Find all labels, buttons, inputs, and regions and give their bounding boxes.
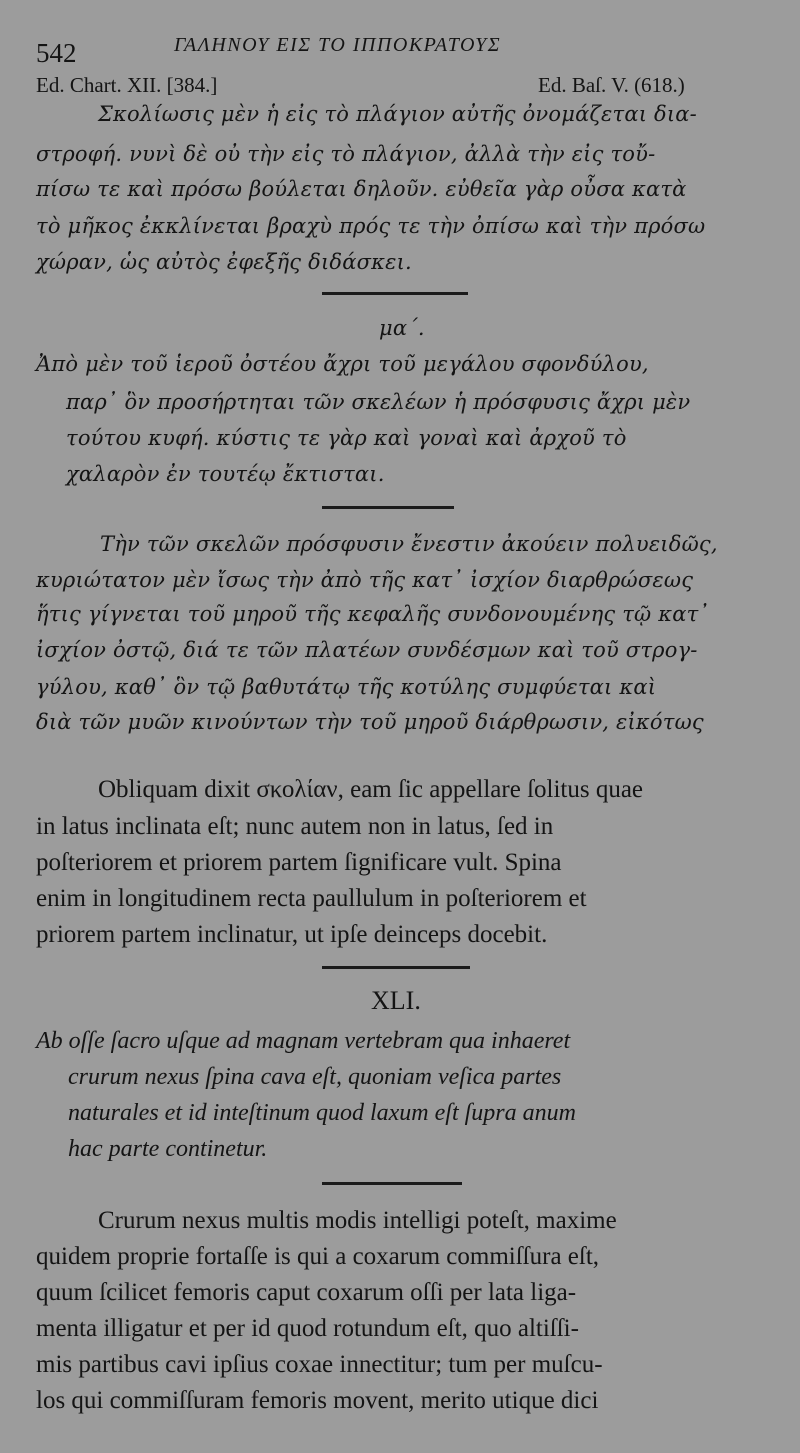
latin-commentary-line: quum ſcilicet femoris caput coxarum oſſi per lata liga- [36,1279,577,1306]
running-title: ΓΑΛΗΝΟΥ ΕΙΣ ΤΟ ΙΠΠΟΚΡΑΤΟΥΣ [174,34,502,56]
greek-aphorism-line: παρ᾽ ὃν προσήρτηται τῶν σκελέων ἡ πρόσφυσις ἄχρι μὲν [66,390,691,414]
greek-commentary-line: διὰ τῶν μυῶν κινούντων τὴν τοῦ μηροῦ διάρθρωσιν, εἰκότως [36,710,704,734]
latin-commentary-line: in latus inclinata eſt; nunc autem non in latus, ſed in [36,813,554,840]
latin-commentary-line: mis partibus cavi ipſius coxae innectitur; tum per muſcu- [36,1351,603,1378]
latin-aphorism-line: hac parte continetur. [68,1136,268,1162]
section-divider [322,292,468,295]
greek-commentary-line: γύλου, καθ᾽ ὃν τῷ βαθυτάτῳ τῆς κοτύλης συμφύεται καὶ [36,675,657,699]
latin-commentary-line: quidem proprie fortaſſe is qui a coxarum commiſſura eſt, [36,1243,600,1270]
section-divider [322,506,454,509]
greek-commentary-line: τὸ μῆκος ἐκκλίνεται βραχὺ πρός τε τὴν ὀπίσω καὶ τὴν πρόσω [36,214,706,238]
section-divider [322,1182,462,1185]
latin-commentary-line: Obliquam dixit σκολίαν, eam ſic appellare ſolitus quae [98,776,644,803]
edition-left: Ed. Chart. XII. [384.] [36,73,218,97]
greek-commentary-line: Τὴν τῶν σκελῶν πρόσφυσιν ἔνεστιν ἀκούειν πολυειδῶς, [100,532,718,556]
greek-aphorism-line: τούτου κυφή. κύστις τε γὰρ καὶ γοναὶ καὶ ἀρχοῦ τὸ [66,426,627,450]
page-number: 542 [36,38,77,68]
greek-aphorism-line: Ἀπὸ μὲν τοῦ ἱεροῦ ὀστέου ἄχρι τοῦ μεγάλου σφονδύλου, [36,352,649,376]
greek-section-number: μα΄. [379,316,425,340]
edition-right: Ed. Baſ. V. (618.) [538,73,685,97]
greek-commentary-line: χώραν, ὡς αὐτὸς ἐφεξῆς διδάσκει. [36,250,412,274]
greek-aphorism-line: χαλαρὸν ἐν τουτέῳ ἔκτισται. [66,462,385,486]
latin-commentary-line: enim in longitudinem recta paullulum in poſteriorem et [36,885,587,912]
latin-commentary-line: Crurum nexus multis modis intelligi poteſt, maxime [98,1207,617,1234]
latin-section-number: XLI. [371,986,421,1015]
greek-commentary-line: ἥτις γίγνεται τοῦ μηροῦ τῆς κεφαλῆς συνδονουμένης τῷ κατ᾽ [36,602,710,626]
latin-commentary-line: priorem partem inclinatur, ut ipſe deinceps docebit. [36,921,548,948]
latin-aphorism-line: naturales et id inteſtinum quod laxum eſt ſupra anum [68,1100,576,1126]
greek-commentary-line: ἰσχίον ὀστῷ, διά τε τῶν πλατέων συνδέσμων καὶ τοῦ στρογ- [36,638,698,662]
latin-aphorism-line: crurum nexus ſpina cava eſt, quoniam veſica partes [68,1064,562,1090]
latin-aphorism-line: Ab oſſe ſacro uſque ad magnam vertebram qua inhaeret [36,1028,571,1054]
latin-commentary-line: menta illigatur et per id quod rotundum eſt, quo altiſſi- [36,1315,579,1342]
section-divider [322,966,470,969]
greek-commentary-line: πίσω τε καὶ πρόσω βούλεται δηλοῦν. εὐθεῖα γὰρ οὖσα κατὰ [36,177,687,201]
greek-commentary-line: στροφή. νυνὶ δὲ οὐ τὴν εἰς τὸ πλάγιον, ἀλλὰ τὴν εἰς τοὔ- [36,142,656,166]
latin-commentary-line: los qui commiſſuram femoris movent, merito utique dici [36,1387,599,1414]
latin-commentary-line: poſteriorem et priorem partem ſignificare vult. Spina [36,849,562,876]
greek-commentary-line: κυριώτατον μὲν ἴσως τὴν ἀπὸ τῆς κατ᾽ ἰσχίον διαρθρώσεως [36,568,694,592]
greek-commentary-line: Σκολίωσις μὲν ἡ εἰς τὸ πλάγιον αὐτῆς ὀνομάζεται δια- [98,102,697,126]
